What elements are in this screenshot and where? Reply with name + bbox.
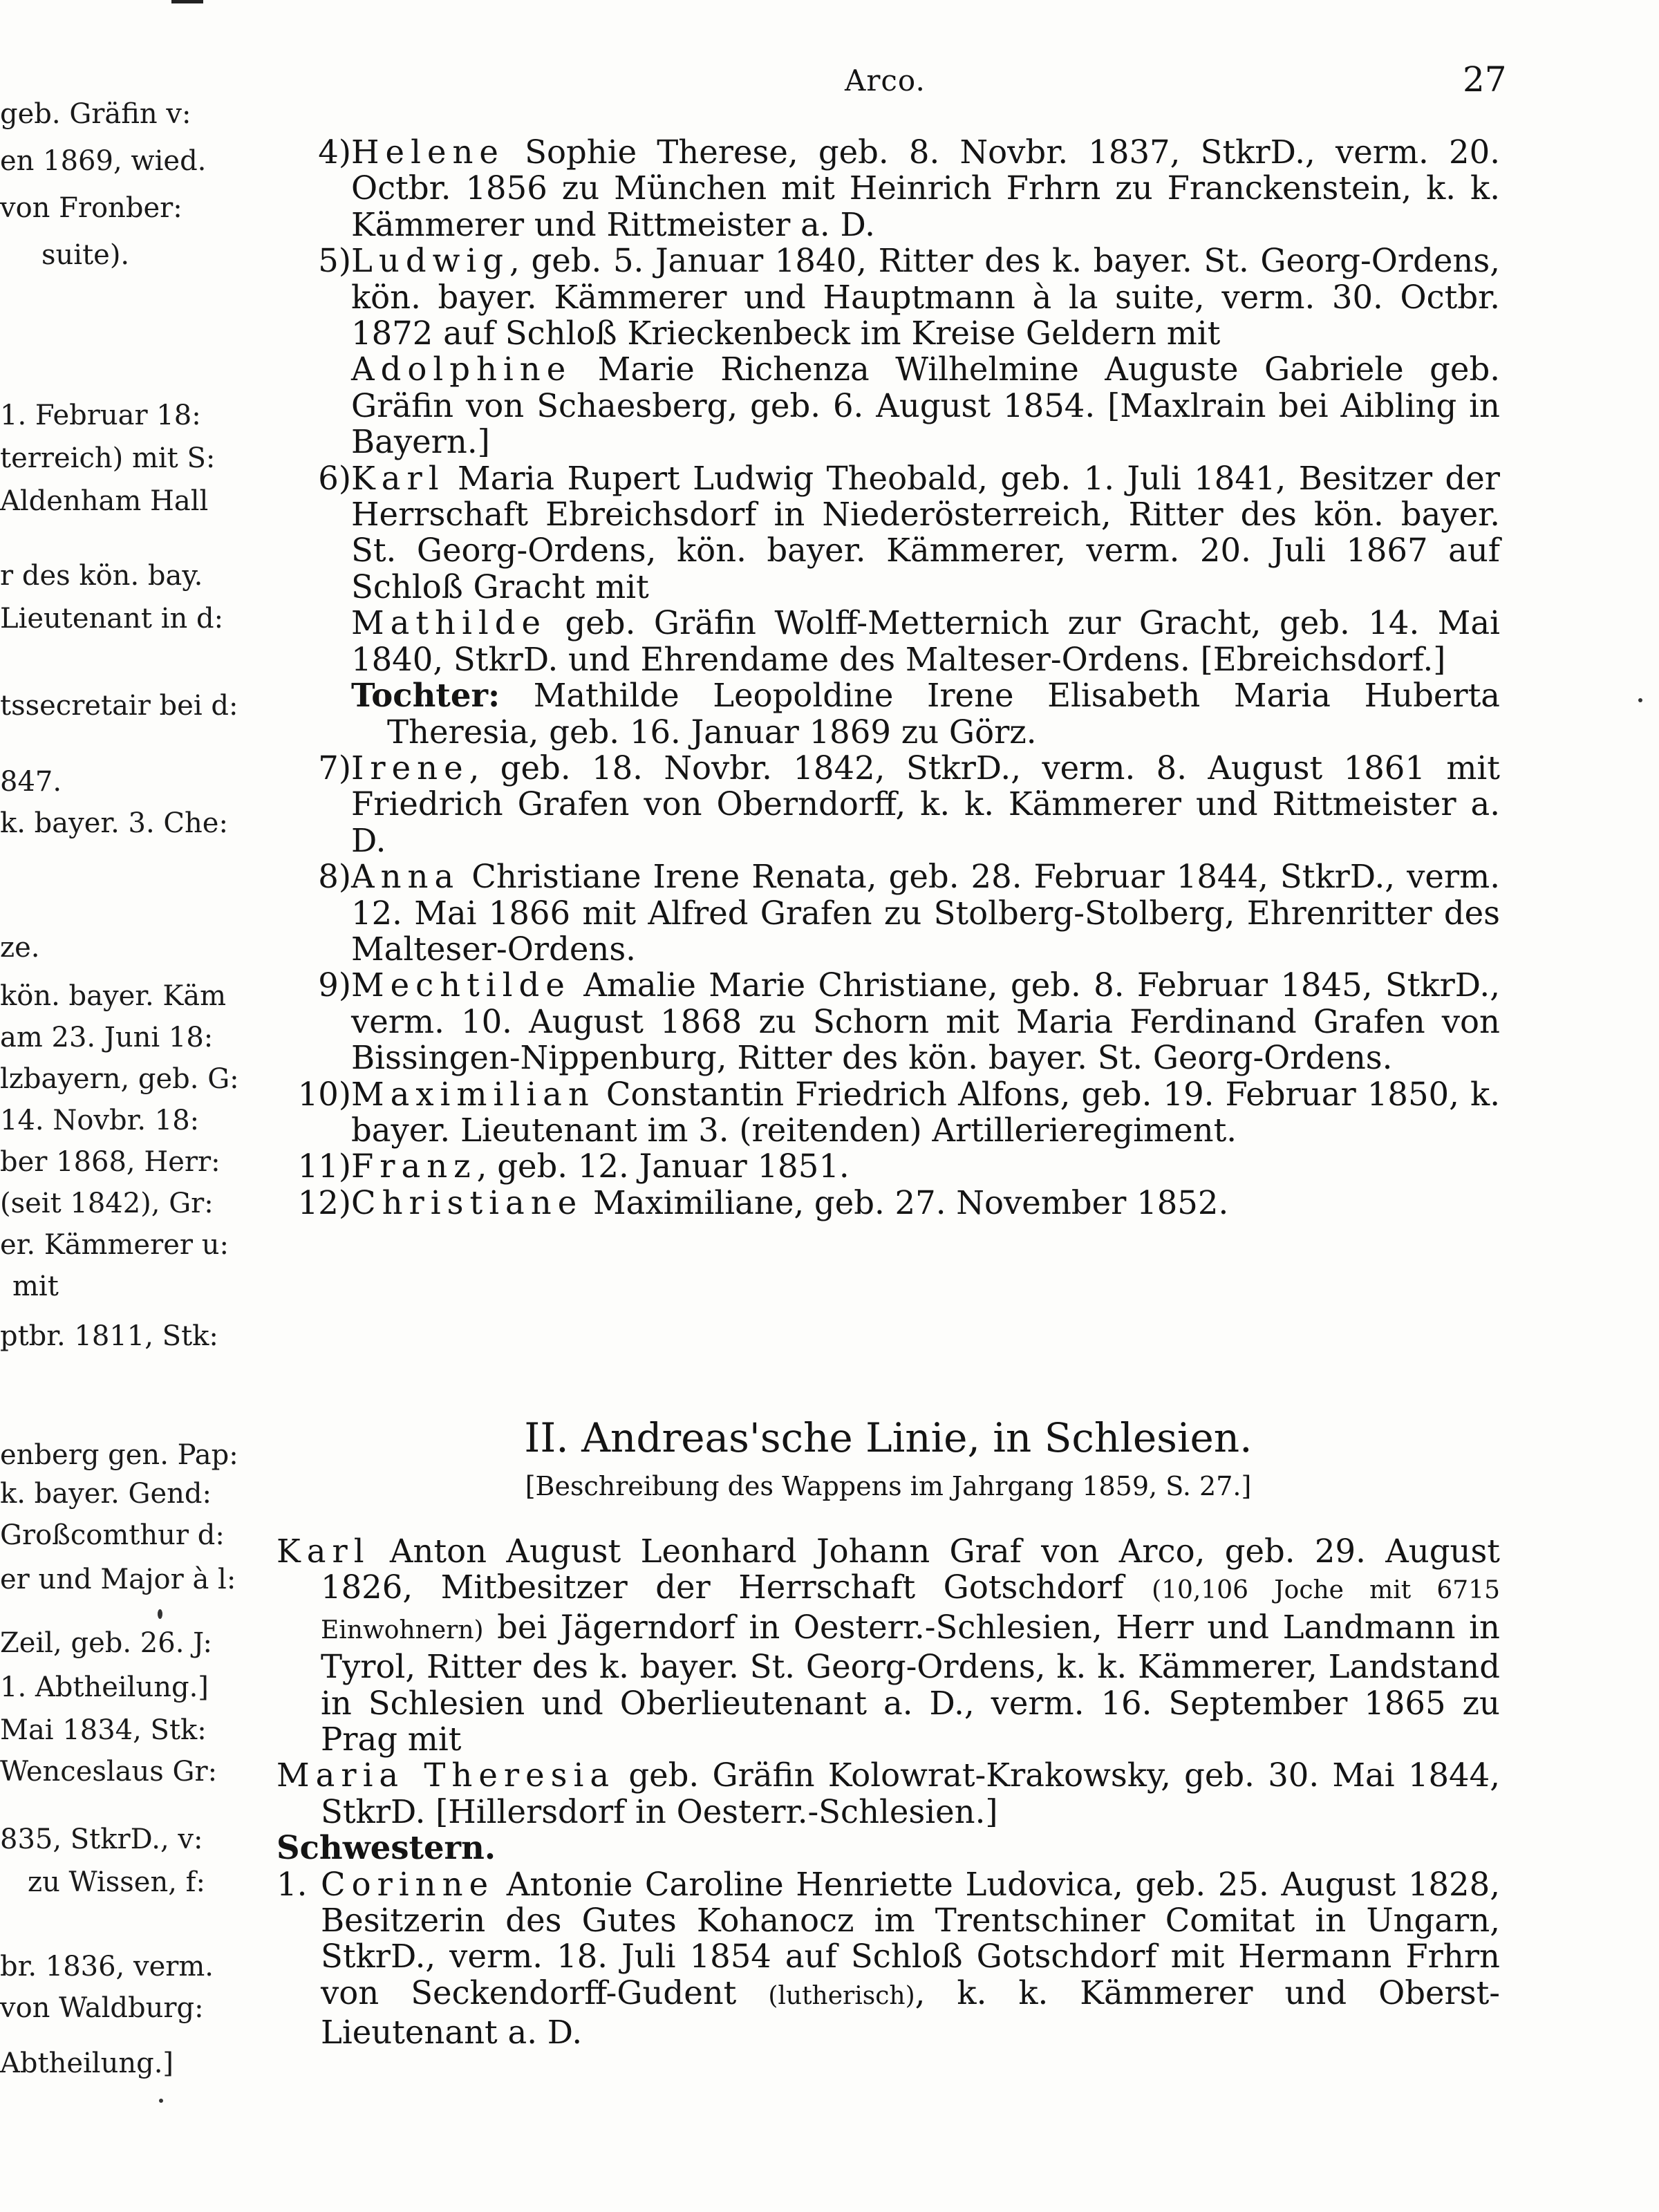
entry-text: , geb. 5. Januar 1840, Ritter des k. bayer. St. Georg-Ordens, kön. bayer. Kämmerer und Hauptmann à la suite, verm. 30. Octbr. 1872 auf Schloß Krieckenbeck im Kreise Geldern mit: [351, 242, 1500, 353]
entry-number: 10): [297, 1075, 351, 1113]
margin-line: Wenceslaus Gr:: [0, 1756, 218, 1788]
entry-name: Irene: [351, 749, 469, 787]
margin-line: lzbayern, geb. G:: [0, 1063, 239, 1095]
entries-block: [276, 134, 1500, 1221]
margin-line: enberg gen. Pap:: [0, 1439, 238, 1471]
head-name: Karl: [276, 1533, 371, 1570]
margin-line: ze.: [0, 932, 40, 964]
entry-text: Maria Rupert Ludwig Theobald, geb. 1. Juli 1841, Besitzer der Herrschaft Ebreichsdorf in Niederösterreich, Ritter des kön. bayer. St. Georg-Ordens, kön. bayer. Kämmerer, verm. 20. Juli 1867 auf Schloß Gracht mit: [351, 459, 1500, 606]
entry-text: Sophie Therese, geb. 8. Novbr. 1837, StkrD., verm. 20. Octbr. 1856 zu München mit Heinrich Frhrn zu Franckenstein, k. k. Kämmerer und Rittmeister a. D.: [351, 133, 1500, 243]
facing-page-margin: [0, 0, 239, 2212]
entry-name: Maximilian: [351, 1075, 595, 1113]
page-edge-mark: [171, 0, 203, 3]
margin-line: 1. Abtheilung.]: [0, 1671, 209, 1703]
margin-line: geb. Gräfin v:: [0, 98, 191, 130]
margin-line: br. 1836, verm.: [0, 1951, 214, 1983]
head-spouse-name: Maria Theresia: [276, 1756, 616, 1794]
sibling-name: Corinne: [321, 1865, 495, 1903]
entry-name: Mechtilde: [351, 966, 571, 1004]
running-title: Arco.: [845, 64, 926, 97]
sibling-entry: [276, 1866, 1500, 2051]
entry-number: 6): [318, 459, 351, 497]
entry-text: Constantin Friedrich Alfons, geb. 19. Februar 1850, k. bayer. Lieutenant im 3. (reitenden) Artillerieregiment.: [351, 1075, 1500, 1149]
margin-line: Zeil, geb. 26. J:: [0, 1627, 213, 1659]
margin-line: ber 1868, Herr:: [0, 1146, 221, 1178]
children-label: Tochter:: [351, 676, 500, 715]
section-body: [276, 1533, 1500, 2051]
entry-name: Christiane: [351, 1183, 583, 1221]
section-title: II. Andreas'sche Linie, in Schlesien.: [524, 1414, 1253, 1461]
head-entry: [276, 1533, 1500, 1757]
entry: [276, 1185, 1500, 1221]
margin-line: er und Major à l:: [0, 1564, 236, 1595]
margin-line: (seit 1842), Gr:: [0, 1188, 214, 1219]
entry: [276, 1076, 1500, 1149]
entry-text: Maximiliane, geb. 27. November 1852.: [583, 1183, 1229, 1221]
margin-line: k. bayer. Gend:: [0, 1478, 212, 1510]
entry: [276, 134, 1500, 243]
margin-line: terreich) mit S:: [0, 442, 216, 474]
entry-text: , geb. 12. Januar 1851.: [476, 1147, 850, 1185]
entry-number: 12): [297, 1183, 351, 1221]
margin-line: Mai 1834, Stk:: [0, 1714, 207, 1746]
margin-line: k. bayer. 3. Che:: [0, 807, 228, 839]
margin-line: Aldenham Hall: [0, 485, 209, 517]
head-text-cont: bei Jägerndorf in Oesterr.-Schlesien, Herr und Landmann in Tyrol, Ritter des k. bayer. St. Georg-Ordens, k. k. Kämmerer, Landstand in Schlesien und Oberlieutenant a. D., verm. 16. September 1865 zu Prag mit: [321, 1608, 1500, 1759]
margin-line: suite).: [41, 239, 130, 271]
entry-name: Helene: [351, 133, 505, 171]
margin-line: Lieutenant in d:: [0, 603, 224, 635]
entry-name: Ludwig: [351, 242, 510, 280]
margin-line: am 23. Juni 18:: [0, 1022, 214, 1053]
head-text: Anton August Leonhard Johann Graf von Arco, geb. 29. August 1826, Mitbesitzer der Herrschaft Gotschdorf: [321, 1533, 1500, 1606]
margin-line: von Fronber:: [0, 192, 182, 224]
margin-line: r des kön. bay.: [0, 560, 203, 592]
entry-number: 8): [318, 858, 351, 896]
entry-number: 5): [318, 242, 351, 280]
entry-number: 7): [318, 749, 351, 787]
entry-number: 9): [318, 966, 351, 1004]
entry: [276, 243, 1500, 351]
entry-number: 4): [318, 133, 351, 171]
margin-line: 1. Februar 18:: [0, 400, 201, 431]
entry: [276, 1148, 1500, 1184]
spouse-entry: [276, 351, 1500, 460]
spouse-text: Marie Richenza Wilhelmine Auguste Gabriele geb. Gräfin von Schaesberg, geb. 6. August 1854. [Maxlrain bei Aibling in Bayern.]: [351, 350, 1500, 461]
entry-text: , geb. 18. Novbr. 1842, StkrD., verm. 8. August 1861 mit Friedrich Grafen von Oberndorff, k. k. Kämmerer und Rittmeister a. D.: [351, 749, 1500, 859]
margin-line: Großcomthur d:: [0, 1519, 225, 1551]
running-header: [0, 59, 1659, 105]
head-spouse-text: geb. Gräfin Kolowrat-Krakowsky, geb. 30. Mai 1844, StkrD. [Hillersdorf in Oesterr.-Schlesien.]: [321, 1756, 1500, 1830]
margin-line: tssecretair bei d:: [0, 690, 238, 722]
siblings-heading: Schwestern.: [276, 1828, 496, 1867]
children-entry: [276, 677, 1500, 750]
entry: [276, 460, 1500, 606]
sibling-note: (lutherisch): [768, 1981, 915, 2010]
children-text: Mathilde Leopoldine Irene Elisabeth Maria Huberta Theresia, geb. 16. Januar 1869 zu Görz.: [387, 677, 1500, 751]
entry-name: Karl: [351, 459, 445, 497]
entry-text: Christiane Irene Renata, geb. 28. Februar 1844, StkrD., verm. 12. Mai 1866 mit Alfred Grafen zu Stolberg-Stolberg, Ehrenritter des Malteser-Ordens.: [351, 858, 1500, 968]
entry: [276, 859, 1500, 967]
margin-line: er. Kämmerer u:: [0, 1229, 229, 1261]
spouse-name: Mathilde: [351, 604, 547, 642]
page-number: 27: [1463, 59, 1507, 100]
entry: [276, 750, 1500, 859]
entry-name: Anna: [351, 858, 460, 896]
head-spouse-entry: [276, 1757, 1500, 1830]
sibling-text-cont: , k. k. Kämmerer und Oberst-Lieutenant a. D.: [321, 1974, 1500, 2052]
sibling-text: Antonie Caroline Henriette Ludovica, geb. 25. August 1828, Besitzerin des Gutes Kohanocz im Trentschiner Comitat in Ungarn, StkrD., verm. 18. Juli 1854 auf Schloß Gotschdorf mit Hermann Frhrn von Seckendorff-Gudent: [321, 1865, 1500, 2012]
margin-line: zu Wissen, f:: [28, 1866, 205, 1898]
margin-line: 835, StkrD., v:: [0, 1824, 203, 1855]
spouse-name: Adolphine: [351, 350, 572, 388]
spouse-text: geb. Gräfin Wolff-Metternich zur Gracht, geb. 14. Mai 1840, StkrD. und Ehrendame des Malteser-Ordens. [Ebreichsdorf.]: [351, 604, 1500, 678]
section-heading-block: [276, 1410, 1500, 1507]
speck: [1638, 698, 1642, 702]
spouse-entry: [276, 605, 1500, 677]
head-note: (10,106 Joche mit 6715 Einwohnern): [321, 1576, 1500, 1644]
margin-line: en 1869, wied.: [0, 145, 207, 177]
entry-text: Amalie Marie Christiane, geb. 8. Februar 1845, StkrD., verm. 10. August 1868 zu Schorn mit Maria Ferdinand Grafen von Bissingen-Nippenburg, Ritter des kön. bayer. St. Georg-Ordens.: [351, 966, 1500, 1077]
section-subtitle: [Beschreibung des Wappens im Jahrgang 1859, S. 27.]: [525, 1471, 1252, 1501]
margin-line: 14. Novbr. 18:: [0, 1105, 200, 1136]
margin-line: mit: [12, 1271, 59, 1302]
margin-line: Abtheilung.]: [0, 2047, 174, 2079]
margin-line: von Waldburg:: [0, 1992, 204, 2024]
sibling-number: 1.: [276, 1865, 308, 1903]
entry-number: 11): [297, 1147, 351, 1185]
entry: [276, 967, 1500, 1076]
margin-line: ptbr. 1811, Stk:: [0, 1320, 218, 1352]
entry-name: Franz: [351, 1147, 477, 1185]
margin-line: kön. bayer. Käm: [0, 980, 227, 1012]
margin-line: 847.: [0, 766, 62, 798]
